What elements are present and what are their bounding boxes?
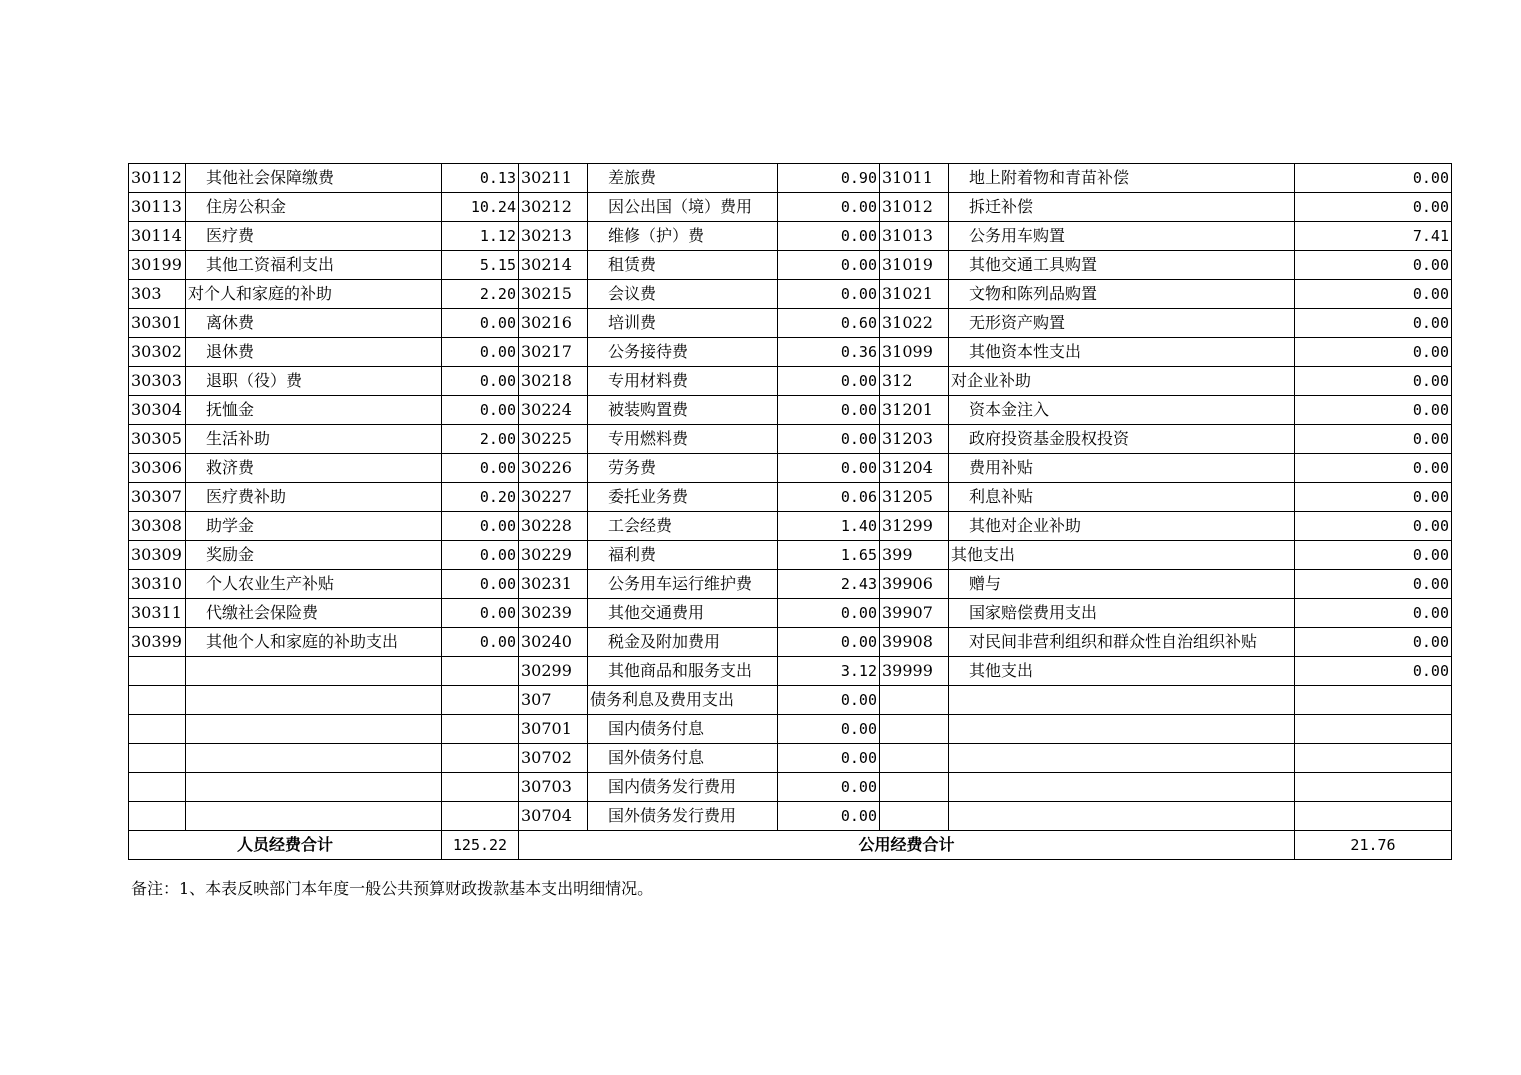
item-amount: 7.41: [1295, 222, 1452, 251]
item-code: 30215: [519, 280, 588, 309]
item-code: 30212: [519, 193, 588, 222]
item-name: 维修（护）费: [588, 222, 778, 251]
item-name: 公务用车运行维护费: [588, 570, 778, 599]
item-code: 30239: [519, 599, 588, 628]
item-name: 赠与: [949, 570, 1295, 599]
item-amount: 0.90: [778, 164, 880, 193]
item-name: 其他个人和家庭的补助支出: [186, 628, 442, 657]
item-code: 30112: [129, 164, 186, 193]
table-row: [129, 744, 1452, 773]
item-code: [129, 744, 186, 773]
item-name: 代缴社会保险费: [186, 599, 442, 628]
item-amount: 0.00: [778, 628, 880, 657]
item-name: 专用材料费: [588, 367, 778, 396]
item-amount: 2.43: [778, 570, 880, 599]
item-code: 30225: [519, 425, 588, 454]
item-amount: 0.00: [778, 744, 880, 773]
item-amount: 0.00: [778, 802, 880, 831]
item-code: 31205: [880, 483, 949, 512]
item-amount: 0.00: [778, 686, 880, 715]
item-amount: [442, 802, 519, 831]
item-name: 其他对企业补助: [949, 512, 1295, 541]
table-row: [129, 309, 1452, 338]
item-name: 债务利息及费用支出: [588, 686, 778, 715]
item-code: 31011: [880, 164, 949, 193]
item-name: 奖励金: [186, 541, 442, 570]
table-row: [129, 657, 1452, 686]
item-name: 其他商品和服务支出: [588, 657, 778, 686]
item-amount: 0.00: [778, 222, 880, 251]
item-name: 住房公积金: [186, 193, 442, 222]
item-code: 30308: [129, 512, 186, 541]
item-name: 离休费: [186, 309, 442, 338]
public-total-value: 21.76: [1295, 831, 1452, 860]
item-name: [949, 802, 1295, 831]
item-amount: 0.13: [442, 164, 519, 193]
item-name: 租赁费: [588, 251, 778, 280]
item-code: 399: [880, 541, 949, 570]
item-code: 30231: [519, 570, 588, 599]
item-amount: 0.00: [1295, 193, 1452, 222]
table-row: [129, 570, 1452, 599]
item-code: [129, 773, 186, 802]
item-code: [129, 657, 186, 686]
table-row: [129, 193, 1452, 222]
item-code: 30227: [519, 483, 588, 512]
totals-row: [129, 831, 1452, 860]
item-amount: 0.60: [778, 309, 880, 338]
public-total-label: 公用经费合计: [519, 831, 1295, 860]
expenditure-table: [128, 163, 1452, 860]
table-row: [129, 541, 1452, 570]
item-code: [129, 686, 186, 715]
item-code: 30229: [519, 541, 588, 570]
item-code: 30306: [129, 454, 186, 483]
item-name: 利息补贴: [949, 483, 1295, 512]
item-amount: 1.40: [778, 512, 880, 541]
item-name: [186, 657, 442, 686]
item-code: 31099: [880, 338, 949, 367]
item-code: 39999: [880, 657, 949, 686]
item-name: 税金及附加费用: [588, 628, 778, 657]
item-code: 31012: [880, 193, 949, 222]
item-code: 30304: [129, 396, 186, 425]
item-name: 国内债务发行费用: [588, 773, 778, 802]
table-row: [129, 686, 1452, 715]
item-name: 培训费: [588, 309, 778, 338]
item-name: 个人农业生产补贴: [186, 570, 442, 599]
item-code: 30216: [519, 309, 588, 338]
item-code: [880, 686, 949, 715]
item-code: 30213: [519, 222, 588, 251]
item-name: 其他支出: [949, 657, 1295, 686]
item-name: 国外债务发行费用: [588, 802, 778, 831]
personnel-total-label: 人员经费合计: [129, 831, 442, 860]
item-code: 39906: [880, 570, 949, 599]
item-code: 30218: [519, 367, 588, 396]
item-name: 地上附着物和青苗补偿: [949, 164, 1295, 193]
item-code: 30310: [129, 570, 186, 599]
item-code: [880, 802, 949, 831]
item-amount: 0.00: [442, 309, 519, 338]
item-amount: 2.20: [442, 280, 519, 309]
item-name: 其他支出: [949, 541, 1295, 570]
item-code: 30303: [129, 367, 186, 396]
item-name: 国家赔偿费用支出: [949, 599, 1295, 628]
item-amount: 0.00: [778, 454, 880, 483]
item-name: 无形资产购置: [949, 309, 1295, 338]
item-name: 对企业补助: [949, 367, 1295, 396]
item-name: [949, 744, 1295, 773]
item-code: 303: [129, 280, 186, 309]
item-amount: 0.00: [1295, 628, 1452, 657]
item-code: 31013: [880, 222, 949, 251]
item-amount: 1.65: [778, 541, 880, 570]
item-amount: 0.00: [442, 599, 519, 628]
item-amount: 0.00: [778, 773, 880, 802]
item-name: 生活补助: [186, 425, 442, 454]
item-amount: [1295, 715, 1452, 744]
item-amount: [442, 657, 519, 686]
item-code: 30214: [519, 251, 588, 280]
item-name: 资本金注入: [949, 396, 1295, 425]
item-amount: 0.00: [1295, 570, 1452, 599]
item-code: 30704: [519, 802, 588, 831]
totals-body: [129, 831, 1452, 860]
item-code: 30399: [129, 628, 186, 657]
item-code: 30301: [129, 309, 186, 338]
item-name: 费用补贴: [949, 454, 1295, 483]
item-amount: [442, 744, 519, 773]
table-row: [129, 425, 1452, 454]
item-amount: 0.00: [1295, 483, 1452, 512]
item-code: 39908: [880, 628, 949, 657]
item-name: 对个人和家庭的补助: [186, 280, 442, 309]
item-name: 差旅费: [588, 164, 778, 193]
table-row: [129, 715, 1452, 744]
item-code: 30299: [519, 657, 588, 686]
item-amount: 0.00: [778, 599, 880, 628]
item-code: 30224: [519, 396, 588, 425]
item-code: 31021: [880, 280, 949, 309]
item-code: 30226: [519, 454, 588, 483]
table-row: [129, 222, 1452, 251]
item-name: 其他社会保障缴费: [186, 164, 442, 193]
item-amount: 0.00: [1295, 512, 1452, 541]
item-code: 30701: [519, 715, 588, 744]
item-amount: 0.00: [778, 251, 880, 280]
item-name: 其他交通工具购置: [949, 251, 1295, 280]
item-code: 30217: [519, 338, 588, 367]
item-code: [129, 715, 186, 744]
item-code: 30228: [519, 512, 588, 541]
item-amount: 0.00: [442, 512, 519, 541]
item-amount: 0.36: [778, 338, 880, 367]
item-amount: 0.00: [442, 570, 519, 599]
item-code: 30309: [129, 541, 186, 570]
item-amount: 0.00: [442, 367, 519, 396]
item-amount: 0.00: [1295, 425, 1452, 454]
footnote: 备注：1、本表反映部门本年度一般公共预算财政拨款基本支出明细情况。: [131, 879, 654, 898]
item-code: [880, 744, 949, 773]
item-code: 31203: [880, 425, 949, 454]
item-amount: 0.00: [1295, 309, 1452, 338]
item-name: [949, 715, 1295, 744]
table-row: [129, 396, 1452, 425]
item-name: [186, 715, 442, 744]
item-name: 其他资本性支出: [949, 338, 1295, 367]
item-name: 其他工资福利支出: [186, 251, 442, 280]
item-name: 医疗费补助: [186, 483, 442, 512]
item-amount: 10.24: [442, 193, 519, 222]
item-code: 30702: [519, 744, 588, 773]
item-code: 31299: [880, 512, 949, 541]
item-amount: 0.00: [778, 193, 880, 222]
item-amount: 0.00: [1295, 657, 1452, 686]
item-amount: 0.00: [1295, 367, 1452, 396]
item-name: [186, 773, 442, 802]
item-name: 委托业务费: [588, 483, 778, 512]
item-code: 30311: [129, 599, 186, 628]
item-name: 国外债务付息: [588, 744, 778, 773]
item-name: 文物和陈列品购置: [949, 280, 1295, 309]
item-name: 会议费: [588, 280, 778, 309]
item-amount: 0.00: [1295, 280, 1452, 309]
item-code: 30211: [519, 164, 588, 193]
item-name: 福利费: [588, 541, 778, 570]
item-amount: [442, 686, 519, 715]
item-name: 国内债务付息: [588, 715, 778, 744]
item-amount: 0.06: [778, 483, 880, 512]
item-amount: [1295, 744, 1452, 773]
table-row: [129, 599, 1452, 628]
item-amount: 0.00: [778, 280, 880, 309]
table-row: [129, 512, 1452, 541]
item-name: 助学金: [186, 512, 442, 541]
item-code: 31204: [880, 454, 949, 483]
item-amount: [1295, 773, 1452, 802]
item-amount: 0.00: [1295, 338, 1452, 367]
item-amount: 0.00: [442, 338, 519, 367]
item-amount: 0.00: [442, 454, 519, 483]
table-row: [129, 280, 1452, 309]
item-code: 31019: [880, 251, 949, 280]
item-code: 39907: [880, 599, 949, 628]
item-name: 公务用车购置: [949, 222, 1295, 251]
table-row: [129, 454, 1452, 483]
item-code: [129, 802, 186, 831]
item-amount: 0.00: [442, 396, 519, 425]
table-row: [129, 338, 1452, 367]
item-name: 医疗费: [186, 222, 442, 251]
item-code: 30113: [129, 193, 186, 222]
item-amount: 1.12: [442, 222, 519, 251]
item-name: 救济费: [186, 454, 442, 483]
item-name: 其他交通费用: [588, 599, 778, 628]
item-amount: 0.00: [1295, 396, 1452, 425]
item-name: 公务接待费: [588, 338, 778, 367]
item-amount: 0.00: [1295, 454, 1452, 483]
item-code: 30240: [519, 628, 588, 657]
item-amount: 0.00: [778, 396, 880, 425]
item-amount: 0.00: [1295, 251, 1452, 280]
table-row: [129, 367, 1452, 396]
item-amount: 0.20: [442, 483, 519, 512]
item-code: 31022: [880, 309, 949, 338]
item-amount: [1295, 686, 1452, 715]
item-name: 专用燃料费: [588, 425, 778, 454]
table-body: [129, 164, 1452, 831]
item-amount: 5.15: [442, 251, 519, 280]
item-name: 退休费: [186, 338, 442, 367]
item-name: 工会经费: [588, 512, 778, 541]
item-amount: 0.00: [1295, 164, 1452, 193]
item-amount: 0.00: [1295, 599, 1452, 628]
item-name: [186, 744, 442, 773]
item-amount: 2.00: [442, 425, 519, 454]
item-name: [186, 686, 442, 715]
item-name: 对民间非营利组织和群众性自治组织补贴: [949, 628, 1295, 657]
item-code: 30302: [129, 338, 186, 367]
item-code: 30703: [519, 773, 588, 802]
item-amount: [442, 773, 519, 802]
item-amount: 0.00: [1295, 541, 1452, 570]
item-name: 政府投资基金股权投资: [949, 425, 1295, 454]
item-name: 抚恤金: [186, 396, 442, 425]
item-amount: 3.12: [778, 657, 880, 686]
item-code: 312: [880, 367, 949, 396]
item-amount: [1295, 802, 1452, 831]
item-name: 因公出国（境）费用: [588, 193, 778, 222]
item-name: 被装购置费: [588, 396, 778, 425]
item-name: 拆迁补偿: [949, 193, 1295, 222]
item-code: 307: [519, 686, 588, 715]
item-amount: 0.00: [778, 715, 880, 744]
item-code: [880, 715, 949, 744]
table-row: [129, 483, 1452, 512]
table-row: [129, 628, 1452, 657]
item-amount: 0.00: [442, 628, 519, 657]
personnel-total-value: 125.22: [442, 831, 519, 860]
item-code: 31201: [880, 396, 949, 425]
item-code: 30199: [129, 251, 186, 280]
item-name: 退职（役）费: [186, 367, 442, 396]
item-name: 劳务费: [588, 454, 778, 483]
item-amount: 0.00: [778, 425, 880, 454]
item-code: [880, 773, 949, 802]
item-amount: [442, 715, 519, 744]
table-row: [129, 773, 1452, 802]
item-amount: 0.00: [442, 541, 519, 570]
item-code: 30307: [129, 483, 186, 512]
table-row: [129, 164, 1452, 193]
item-code: 30114: [129, 222, 186, 251]
item-name: [186, 802, 442, 831]
item-name: [949, 773, 1295, 802]
item-name: [949, 686, 1295, 715]
item-amount: 0.00: [778, 367, 880, 396]
table-row: [129, 802, 1452, 831]
table-row: [129, 251, 1452, 280]
item-code: 30305: [129, 425, 186, 454]
